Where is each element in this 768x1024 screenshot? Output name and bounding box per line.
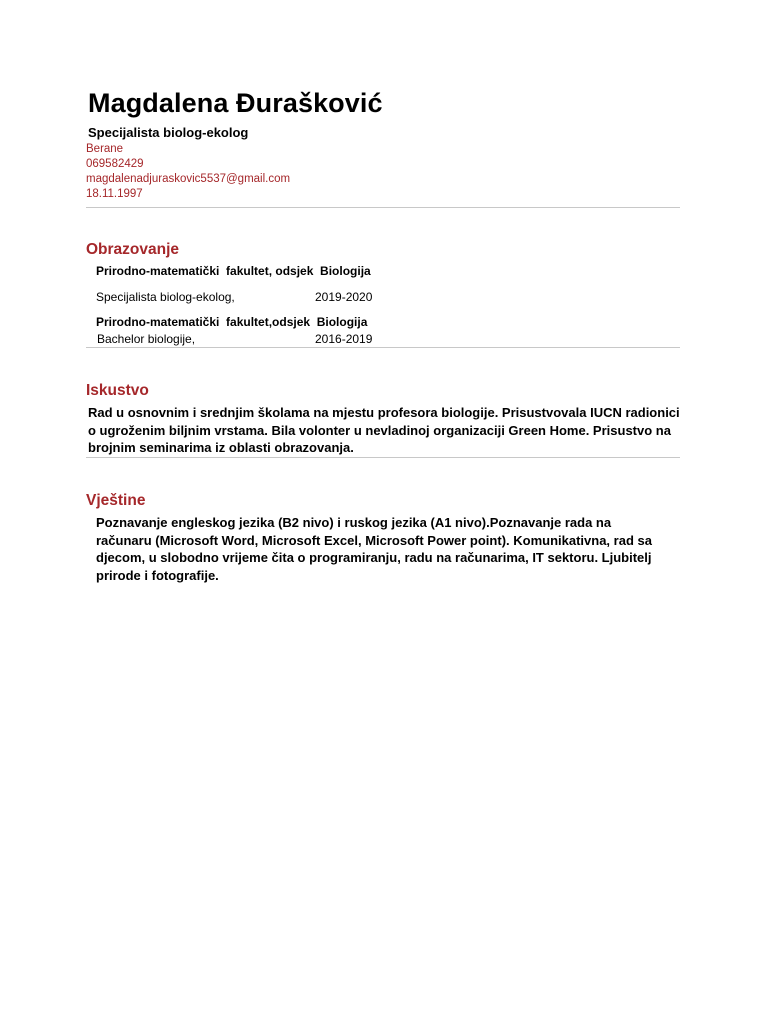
- skills-heading: Vještine: [86, 492, 146, 509]
- experience-heading: Iskustvo: [86, 382, 149, 399]
- education-years: 2016-2019: [315, 332, 373, 346]
- education-degree: Bachelor biologije,: [97, 332, 196, 346]
- education-years: 2019-2020: [315, 290, 373, 304]
- contact-birth-date: 18.11.1997: [86, 188, 143, 200]
- contact-city: Berane: [86, 143, 124, 155]
- profession-title: Specijalista biolog-ekolog: [88, 125, 249, 140]
- divider: [86, 207, 680, 208]
- divider: [86, 457, 680, 458]
- person-name: Magdalena Đurašković: [88, 88, 383, 118]
- education-institution: Prirodno-matematički fakultet,odsjek Biologija: [96, 315, 368, 329]
- skills-text: Poznavanje engleskog jezika (B2 nivo) i ruskog jezika (A1 nivo).Poznavanje rada na računaru (Microsoft Word, Microsoft Excel, Microsoft Power point). Komunikativna, rad sa djecom, u slobodno vrijeme čita o programiranju, radu na računarima, IT sektoru. Ljubitelj prirode i fotografije.: [96, 515, 652, 583]
- education-degree: Specijalista biolog-ekolog,: [96, 290, 235, 304]
- contact-phone: 069582429: [86, 158, 144, 170]
- contact-email: magdalenadjuraskovic5537@gmail.com: [86, 173, 291, 185]
- education-heading: Obrazovanje: [86, 241, 180, 258]
- divider: [86, 347, 680, 348]
- experience-text: Rad u osnovnim i srednjim školama na mjestu profesora biologije. Prisustvovala IUCN radionici o ugroženim biljnim vrstama. Bila volonter u nevladinoj organizaciji Green Home. Prisustvo na brojnim seminarima iz oblasti obrazovanja.: [88, 405, 680, 455]
- education-institution: Prirodno-matematički fakultet, odsjek Biologija: [96, 264, 371, 278]
